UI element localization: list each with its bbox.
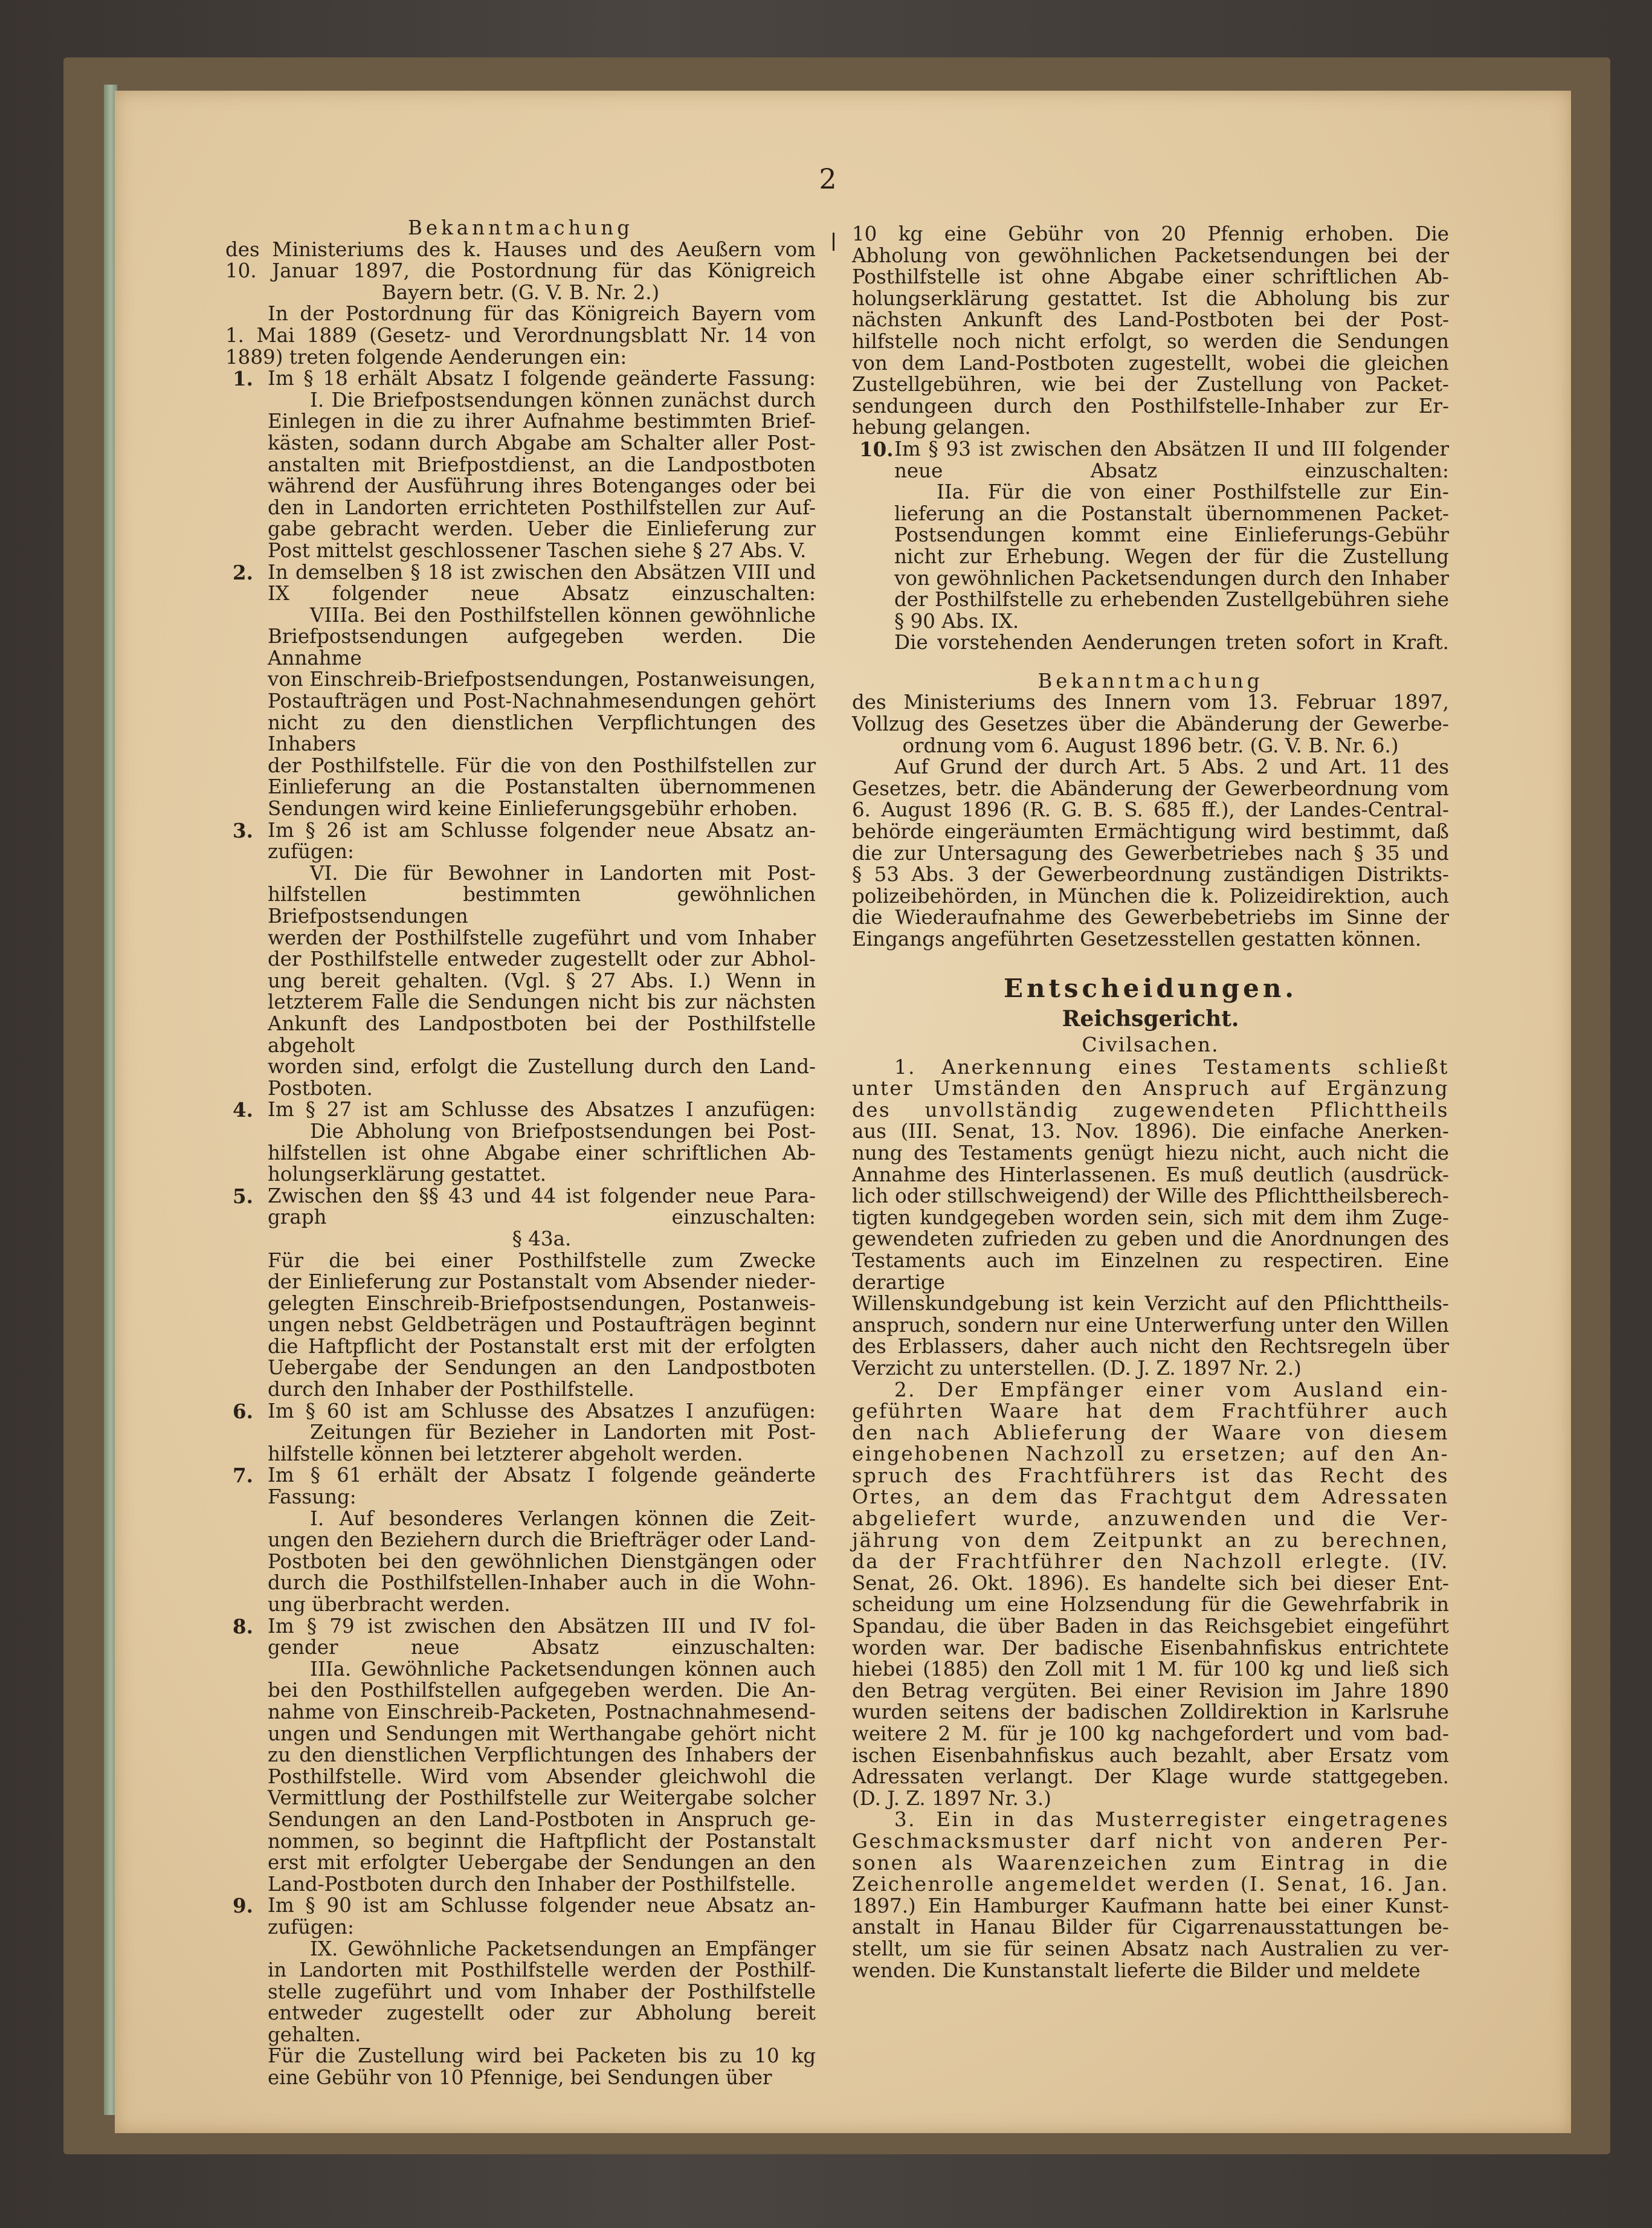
text-line: Senat, 26. Okt. 1896). Es handelte sich bei dieser Ent- [852,1571,1449,1595]
text-line: des Ministeriums des Innern vom 13. Februar 1897, [852,691,1449,714]
text-line: Zeichenrolle angemeldet werden (I. Senat, 16. Jan. [852,1873,1449,1896]
text-line: Postaufträgen und Post-Nachnahmesendungen gehört [268,689,816,713]
text-line: Adressaten verlangt. Der Klage wurde stattgegeben. [852,1765,1449,1789]
text-line: den in Landorten errichteten Posthilfstellen zur Auf- [268,496,816,519]
text-line: nung des Testaments genügt hiezu nicht, auch nicht die [852,1141,1449,1164]
text-line: Postboten bei den gewöhnlichen Dienstgängen oder [268,1549,816,1573]
text-line: ung überbracht werden. [268,1593,511,1616]
text-line: Sendungen an den Land-Postboten in Anspruch ge- [268,1807,816,1831]
text-line: aus (III. Senat, 13. Nov. 1896). Die einfache Anerken- [852,1120,1449,1143]
text-line: Briefpostsendungen aufgegeben werden. Die Annahme [268,625,816,670]
text-line: hiebei (1885) den Zoll mit 1 M. für 100 kg und ließ sich [852,1658,1449,1681]
text-line: Gesetzes, betr. die Abänderung der Gewerbeordnung vom [852,777,1449,800]
text-line: der Posthilfstelle. Für die von den Posthilfstellen zur [268,754,816,777]
item-number: 8. [233,1614,253,1638]
text-line: holungserklärung gestattet. Ist die Abholung bis zur [852,286,1449,310]
text-line: durch den Inhaber der Posthilfstelle. [268,1378,634,1401]
text-line: der Posthilfstelle entweder zugestellt oder zur Abhol- [268,948,816,971]
text-line: anstalt in Hanau Bilder für Cigarrenausstattungen be- [852,1916,1449,1939]
text-line: 3. Ein in das Musterregister eingetragenes [894,1808,1449,1832]
text-line: Auf Grund der durch Art. 5 Abs. 2 und Art. 11 des [894,755,1449,779]
text-line: der Einlieferung zur Postanstalt vom Absender nieder- [268,1270,816,1294]
text-line: polizeibehörden, in München die k. Polizeidirektion, auch [852,884,1449,908]
text-line: worden war. Der badische Eisenbahnfiskus entrichtete [852,1636,1449,1659]
text-line: nicht zur Erhebung. Wegen der für die Zustellung [894,544,1449,568]
text-line: VIIIa. Bei den Posthilfstellen können gewöhnliche [310,603,816,627]
text-line: spruch des Frachtführers ist das Recht des [852,1464,1449,1487]
text-line: Ankunft des Landpostboten bei der Posthilfstelle abgeholt [268,1012,816,1057]
text-line: von gewöhnlichen Packetsendungen durch den Inhaber [894,566,1449,590]
text-line: hilfstelle können bei letzterer abgeholt werden. [268,1442,743,1465]
text-line: nommen, so beginnt die Haftpflicht der Postanstalt [268,1829,816,1853]
amendment-item-8 [225,1616,816,1896]
text-line: sendungeen durch den Posthilfstelle-Inhaber zur Er- [852,394,1449,418]
text-line: Sendungen wird keine Einlieferungsgebühr erhoben. [268,797,798,821]
text-line: abgeliefert wurde, anzuwenden und die Ver- [852,1507,1449,1531]
text-line: Einlegen in die zu ihrer Aufnahme bestimmten Brief- [268,410,816,433]
text-line: Für die bei einer Posthilfstelle zum Zwecke [268,1248,816,1272]
text-line: Geschmacksmuster darf nicht von anderen Per- [852,1829,1449,1853]
text-line: graph einzuschalten: [268,1206,816,1229]
amendment-item-7 [225,1465,816,1615]
text-line: Verzicht zu unterstellen. (D. J. Z. 1897 Nr. 2.) [852,1356,1302,1380]
text-line: anstalten mit Briefpostdienst, an die Landpostboten [268,453,816,476]
text-line: stelle zugeführt und vom Inhaber der Posthilfstelle [268,1980,816,2003]
text-line: von Einschreib-Briefpostsendungen, Postanweisungen, [268,668,816,691]
text-line: Im § 90 ist am Schlusse folgender neue Absatz an- [268,1894,816,1917]
text-line: eingehobenen Nachzoll zu ersetzen; auf den An- [852,1442,1449,1466]
text-line: 10. Januar 1897, die Postordnung für das Königreich [225,259,816,283]
item-number: 3. [233,818,253,842]
item-number: 2. [233,560,253,584]
text-line: lich oder stillschweigend) der Wille des Pflichttheilsberech- [852,1184,1449,1208]
text-line: Zeitungen für Bezieher in Landorten mit Post- [310,1421,816,1444]
text-line: nächsten Ankunft des Land-Postboten bei der Post- [852,308,1449,332]
text-line: Bayern betr. (G. V. B. Nr. 2.) [381,280,660,304]
page-number: 2 [819,163,837,195]
text-line: lieferung an die Postanstalt übernommenen Packet- [894,502,1449,525]
text-line: eine Gebühr von 10 Pfennige, bei Sendungen über [268,2066,772,2090]
text-line: bei den Posthilfstellen aufgegeben werden. Die An- [268,1679,816,1702]
text-line: während der Ausführung ihres Botenganges oder bei [268,474,816,498]
text-line: nahme von Einschreib-Packeten, Postnachnahmesend- [268,1700,816,1723]
text-line: Posthilfstelle. Wird vom Absender gleichwohl die [268,1765,816,1788]
announcement-lead [225,303,816,368]
text-line: Im § 93 ist zwischen den Absätzen II und III folgender [894,437,1449,460]
closing-line: Die vorstehenden Aenderungen treten sofort in Kraft. [894,631,1449,654]
text-line: 10 kg eine Gebühr von 20 Pfennig erhoben. Die [852,222,1449,245]
text-line: die zur Untersagung des Gewerbetriebes nach § 35 und [852,841,1449,865]
text-line: Einlieferung an die Postanstalten übernommenen [268,775,816,799]
text-line: ungen und Sendungen mit Werthangabe gehört nicht [268,1722,816,1745]
text-line: Testaments auch im Einzelnen zu respectiren. Eine derartige [852,1248,1449,1294]
text-line: da der Frachtführer den Nachzoll erlegte. (IV. [852,1550,1449,1574]
text-line: weitere 2 M. für je 100 kg nachgefordert und vom bad- [852,1722,1449,1745]
text-line: behörde eingeräumten Ermächtigung wird bestimmt, daß [852,820,1449,844]
text-line: Im § 18 erhält Absatz I folgende geänderte Fassung: [268,367,816,390]
amendment-item-10 [852,439,1449,632]
right-column [852,224,1449,1981]
text-line: des Erblassers, daher auch nicht den Rechtsregeln über [852,1335,1449,1358]
court-title: Reichsgericht. [1062,1006,1239,1032]
announcement-heading: Bekanntmachung [407,216,634,239]
section-title: Civilsachen. [1082,1032,1219,1056]
text-line: hebung gelangen. [852,416,1031,439]
text-line: In demselben § 18 ist zwischen den Absätzen VIII und [268,560,816,584]
text-line: erst mit erfolgter Uebergabe der Sendungen an den [268,1851,816,1874]
text-line: Vollzug des Gesetzes über die Abänderung der Gewerbe- [852,712,1449,736]
text-line: Zwischen den §§ 43 und 44 ist folgender neue Para- [268,1184,816,1207]
item-number: 5. [233,1184,253,1208]
text-line: Vermittlung der Posthilfstelle zur Weitergabe solcher [268,1786,816,1810]
text-line: von dem Land-Postboten zugestellt, wobei die gleichen [852,351,1449,375]
text-line: Zustellgebühren, wie bei der Zustellung von Packet- [852,373,1449,396]
item-number: 1. [233,367,253,391]
text-line: Annahme des Hinterlassenen. Es muß deutlich (ausdrück- [852,1163,1449,1186]
text-line: Abholung von gewöhnlichen Packetsendungen bei der [852,244,1449,267]
text-line: gelegten Einschreib-Briefpostsendungen, Postanweis- [268,1291,816,1315]
text-line: 6. August 1896 (R. G. B. S. 685 ff.), der Landes-Central- [852,798,1449,822]
text-line: Land-Postboten durch den Inhaber der Posthilfstelle. [268,1872,796,1896]
text-line: IIa. Für die von einer Posthilfstelle zur Ein- [937,480,1449,504]
amendment-item-9 [225,1895,816,2088]
text-line: In der Postordnung für das Königreich Bayern vom [268,302,816,326]
amendment-item-3 [225,820,816,1100]
text-line: Im § 60 ist am Schlusse des Absatzes I anzufügen: [268,1399,816,1422]
left-column [225,218,816,2089]
text-line: Im § 26 ist am Schlusse folgender neue Absatz an- [268,818,816,842]
text-line: Ortes, an dem das Frachtgut dem Adressaten [852,1485,1449,1509]
text-line: § 43a. [512,1227,572,1250]
text-line: werden der Posthilfstelle zugeführt und vom Inhaber [268,926,816,949]
text-line: neue Absatz einzuschalten: [894,459,1449,482]
text-line: IX folgender neue Absatz einzuschalten: [268,582,816,605]
text-line: unter Umständen den Anspruch auf Ergänzung [852,1077,1449,1100]
text-line: gabe gebracht werden. Ueber die Einlieferung zur [268,517,816,541]
amendment-item-5 [225,1186,816,1401]
text-line: hilfstellen ist ohne Abgabe einer schriftlichen Ab- [268,1141,816,1164]
text-line: wenden. Die Kunstanstalt lieferte die Bilder und meldete [852,1958,1421,1982]
text-line: gewendeten zufrieden zu geben und die Anordnungen des [852,1227,1449,1251]
item-number: 10. [859,437,894,461]
text-line: sonen als Waarenzeichen zum Eintrag in die [852,1851,1449,1874]
text-line: kästen, sodann durch Abgabe am Schalter aller Post- [268,431,816,454]
text-line: Im § 79 ist zwischen den Absätzen III und IV fol- [268,1614,816,1638]
text-line: Im § 61 erhält der Absatz I folgende geänderte Fassung: [268,1464,816,1509]
amendment-item-4 [225,1099,816,1185]
text-line: Die Abholung von Briefpostsendungen bei Post- [310,1119,816,1143]
continuation-text [852,224,1449,439]
text-line: Willenskundgebung ist kein Verzicht auf den Pflichttheils- [852,1292,1449,1316]
item-number: 9. [233,1894,253,1918]
text-line: worden sind, erfolgt die Zustellung durch den Land- [268,1055,816,1079]
text-line: letzterem Falle die Sendungen nicht bis zur nächsten [268,990,816,1014]
text-line: 1897.) Ein Hamburger Kaufmann hatte bei einer Kunst- [852,1894,1449,1917]
text-line: ung bereit gehalten. (Vgl. § 27 Abs. I.) Wenn in [268,969,816,992]
text-line: Spandau, die über Baden in das Reichsgebiet eingeführt [852,1615,1449,1638]
text-line: des unvollständig zugewendeten Pflichttheils [852,1098,1449,1122]
text-line: in Landorten mit Posthilfstelle werden der Posthilf- [268,1958,816,1982]
text-line: die Haftpflicht der Postanstalt erst mit der erfolgten [268,1334,816,1358]
text-line: geführten Waare hat dem Frachtführer auch [852,1400,1449,1423]
text-line: zu den dienstlichen Verpflichtungen des Inhabers der [268,1743,816,1767]
text-line: Im § 27 ist am Schlusse des Absatzes I anzufügen: [268,1098,816,1122]
text-line: holungserklärung gestattet. [268,1163,546,1186]
text-line: den nach Ablieferung der Waare von diesem [852,1421,1449,1444]
text-line: I. Die Briefpostsendungen können zunächst durch [310,388,816,412]
text-line: § 53 Abs. 3 der Gewerbeordnung zuständigen Distrikts- [852,863,1449,886]
text-line: Eingangs angeführten Gesetzesstellen gestatten können. [852,928,1422,951]
text-line: scheidung um eine Holzsendung für die Gewehrfabrik in [852,1593,1449,1616]
text-line: des Ministeriums des k. Hauses und des Aeußern vom [225,237,816,261]
announcement-intro [225,239,816,304]
text-line: die Wiederaufnahme des Gewerbebetriebs im Sinne der [852,906,1449,929]
announcement2-body [852,757,1449,950]
text-line: gender neue Absatz einzuschalten: [268,1636,816,1659]
text-line: zufügen: [268,1915,354,1939]
decisions-title: Entscheidungen. [1003,973,1298,1003]
text-line: I. Auf besonderes Verlangen können die Zeit- [310,1506,816,1530]
text-line: 1. Mai 1889 (Gesetz- und Verordnungsblatt Nr. 14 von [225,323,816,347]
text-line: (D. J. Z. 1897 Nr. 3.) [852,1786,1051,1810]
text-line: zufügen: [268,840,354,864]
amendment-item-2 [225,562,816,820]
amendment-item-6 [225,1401,816,1465]
text-line: IX. Gewöhnliche Packetsendungen an Empfänger [310,1937,816,1960]
text-line: ungen nebst Geldbeträgen und Postaufträgen beginnt [268,1313,816,1337]
text-line: Posthilfstelle ist ohne Abgabe einer schriftlichen Ab- [852,265,1449,289]
text-line: tigten kundgegeben worden sein, sich mit dem ihm Zuge- [852,1206,1449,1229]
announcement2-intro [852,692,1449,757]
announcement2-heading: Bekanntmachung [1037,669,1263,693]
text-line: wurden seitens der badischen Zolldirektion in Karlsruhe [852,1700,1449,1724]
text-line: nicht zu den dienstlichen Verpflichtungen des Inhabers [268,711,816,756]
column-rule [833,233,834,251]
text-line: ungen den Beziehern durch die Briefträger oder Land- [268,1528,816,1552]
text-line: den Betrag vergüten. Bei einer Revision im Jahre 1890 [852,1679,1449,1702]
text-line: 1889) treten folgende Aenderungen ein: [225,345,627,369]
amendment-list [225,368,816,2089]
case-3 [852,1809,1449,1981]
text-line: jährung von dem Zeitpunkt an zu berechnen, [852,1528,1449,1552]
text-line: hilfstellen bestimmten gewöhnlichen Briefpostsendungen [268,883,816,928]
text-line: Uebergabe der Sendungen an den Landpostboten [268,1356,816,1380]
text-line: Postsendungen kommt eine Einlieferungs-Gebühr [894,523,1449,547]
text-line: ordnung vom 6. August 1896 betr. (G. V. B. Nr. 6.) [902,734,1399,757]
text-line: 1. Anerkennung eines Testaments schließt [894,1055,1449,1079]
text-line: Für die Zustellung wird bei Packeten bis zu 10 kg [268,2044,816,2068]
item-number: 6. [233,1399,253,1423]
text-line: entweder zugestellt oder zur Abholung bereit gehalten. [268,2001,816,2046]
text-line: durch die Posthilfstellen-Inhaber auch in die Wohn- [268,1571,816,1595]
text-line: anspruch, sondern nur eine Unterwerfung unter den Willen [852,1313,1449,1337]
text-line: § 90 Abs. IX. [894,609,1019,633]
text-line: stellt, um sie für seinen Absatz nach Australien zu ver- [852,1937,1449,1960]
case-2 [852,1380,1449,1810]
text-line: Post mittelst geschlossener Taschen siehe § 27 Abs. V. [268,538,807,562]
text-line: hilfstelle noch nicht erfolgt, so werden die Sendungen [852,329,1449,353]
text-line: VI. Die für Bewohner in Landorten mit Post- [310,861,816,885]
text-line: 2. Der Empfänger einer vom Ausland ein- [894,1378,1449,1401]
text-line: IIIa. Gewöhnliche Packetsendungen können auch [310,1657,816,1681]
item-number: 4. [233,1098,253,1122]
text-line: Postboten. [268,1076,373,1100]
item-number: 7. [233,1464,253,1488]
amendment-item-1 [225,368,816,561]
text-line: ischen Eisenbahnfiskus auch bezahlt, aber Ersatz vom [852,1743,1449,1767]
text-line: der Posthilfstelle zu erhebenden Zustellgebühren siehe [894,588,1449,612]
case-1 [852,1057,1449,1380]
amendment-item [852,439,1449,632]
